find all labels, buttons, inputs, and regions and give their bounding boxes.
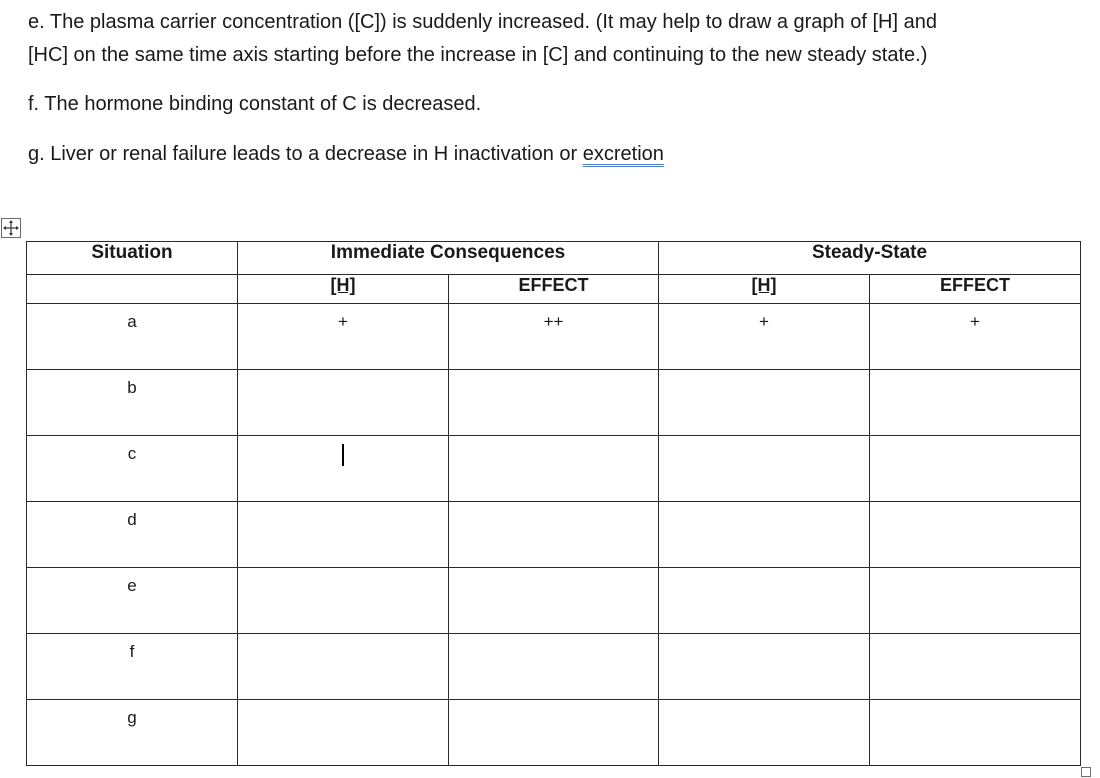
- imm-effect-value: [449, 568, 658, 576]
- header-imm-effect-cell[interactable]: [449, 275, 659, 304]
- table-header-row-2: [27, 275, 1081, 304]
- situation-cell[interactable]: [27, 436, 238, 502]
- table-row: [27, 436, 1081, 502]
- situation-label: g: [127, 708, 137, 727]
- ss-h-value: [659, 568, 869, 576]
- ss-effect-value: +: [970, 312, 980, 331]
- imm-effect-cell[interactable]: [449, 700, 659, 766]
- table-row: [27, 568, 1081, 634]
- situation-label: b: [127, 378, 137, 397]
- imm-effect-cell[interactable]: [449, 436, 659, 502]
- imm-effect-value: [449, 370, 658, 378]
- ss-effect-cell[interactable]: [870, 502, 1081, 568]
- situation-label: f: [129, 642, 135, 661]
- ss-h-cell[interactable]: [659, 370, 870, 436]
- imm-h-value: [238, 502, 448, 510]
- ss-effect-value: [870, 634, 1080, 642]
- table-header-row-1: [27, 242, 1081, 275]
- ss-h-value: [659, 502, 869, 510]
- ss-h-cell[interactable]: [659, 634, 870, 700]
- ss-effect-value: [870, 502, 1080, 510]
- ss-effect-cell[interactable]: [870, 568, 1081, 634]
- imm-effect-value: [449, 502, 658, 510]
- header-ss-h-cell[interactable]: [659, 275, 870, 304]
- table-row: [27, 634, 1081, 700]
- imm-effect-value: [449, 436, 658, 444]
- consequences-table: [26, 241, 1081, 766]
- imm-effect-cell[interactable]: [449, 304, 659, 370]
- spellcheck-flagged-word[interactable]: excretion: [582, 143, 664, 165]
- imm-h-cell[interactable]: [238, 370, 449, 436]
- situation-cell[interactable]: [27, 304, 238, 370]
- header-ss-h: [H]: [751, 275, 777, 295]
- ss-effect-value: [870, 370, 1080, 378]
- ss-h-value: [659, 436, 869, 444]
- imm-h-value: [238, 700, 448, 708]
- header-imm-h: [H]: [330, 275, 356, 295]
- ss-h-cell[interactable]: [659, 700, 870, 766]
- header-ss-effect-cell[interactable]: [870, 275, 1081, 304]
- text-cursor: [342, 444, 344, 466]
- situation-cell[interactable]: [27, 634, 238, 700]
- situation-cell[interactable]: [27, 370, 238, 436]
- header-situation: Situation: [91, 242, 173, 263]
- imm-h-cell[interactable]: [238, 304, 449, 370]
- imm-effect-value: ++: [543, 312, 564, 331]
- table-row: [27, 304, 1081, 370]
- header-imm-effect: EFFECT: [518, 275, 589, 295]
- imm-h-value: [238, 568, 448, 576]
- paragraph-g[interactable]: [28, 138, 664, 171]
- situation-cell[interactable]: [27, 568, 238, 634]
- imm-effect-cell[interactable]: [449, 568, 659, 634]
- ss-h-value: [659, 634, 869, 642]
- imm-h-cell[interactable]: [238, 700, 449, 766]
- ss-h-value: +: [759, 312, 769, 331]
- situation-label: c: [127, 444, 137, 463]
- header-immediate-cell[interactable]: [238, 242, 659, 275]
- ss-effect-cell[interactable]: [870, 700, 1081, 766]
- situation-label: d: [127, 510, 137, 529]
- imm-effect-value: [449, 700, 658, 708]
- ss-effect-cell[interactable]: [870, 304, 1081, 370]
- situation-cell[interactable]: [27, 700, 238, 766]
- situation-label: a: [127, 312, 137, 331]
- table-resize-icon[interactable]: [1081, 767, 1091, 777]
- ss-effect-cell[interactable]: [870, 634, 1081, 700]
- ss-h-cell[interactable]: [659, 502, 870, 568]
- paragraph-f-text: f. The hormone binding constant of C is decreased.: [28, 93, 482, 115]
- imm-h-value: +: [338, 312, 348, 331]
- ss-effect-value: [870, 436, 1080, 444]
- ss-effect-cell[interactable]: [870, 436, 1081, 502]
- header-immediate: Immediate Consequences: [330, 242, 566, 263]
- imm-effect-cell[interactable]: [449, 634, 659, 700]
- ss-effect-value: [870, 700, 1080, 708]
- paragraph-g-text: g. Liver or renal failure leads to a decrease in H inactivation or: [28, 143, 583, 165]
- ss-h-value: [659, 700, 869, 708]
- table-move-icon[interactable]: [1, 218, 21, 238]
- ss-h-cell[interactable]: [659, 304, 870, 370]
- paragraph-e-line2: [HC] on the same time axis starting before the increase in [C] and continuing to the new steady state.): [28, 44, 928, 66]
- paragraph-e-line1: e. The plasma carrier concentration ([C]) is suddenly increased. (It may help to draw a graph of [H] and: [28, 11, 937, 33]
- ss-effect-cell[interactable]: [870, 370, 1081, 436]
- header-blank-cell[interactable]: [27, 275, 238, 304]
- header-steady-cell[interactable]: [659, 242, 1081, 275]
- ss-h-cell[interactable]: [659, 568, 870, 634]
- header-situation-cell[interactable]: [27, 242, 238, 275]
- table-row: [27, 700, 1081, 766]
- situation-cell[interactable]: [27, 502, 238, 568]
- header-steady: Steady-State: [811, 242, 928, 263]
- imm-h-cell[interactable]: [238, 502, 449, 568]
- table-row: [27, 370, 1081, 436]
- imm-h-cell[interactable]: [238, 436, 449, 502]
- imm-h-cell[interactable]: [238, 634, 449, 700]
- imm-effect-cell[interactable]: [449, 370, 659, 436]
- table-row: [27, 502, 1081, 568]
- imm-h-value: [238, 634, 448, 642]
- ss-h-cell[interactable]: [659, 436, 870, 502]
- imm-effect-value: [449, 634, 658, 642]
- imm-h-value: [238, 370, 448, 378]
- imm-h-cell[interactable]: [238, 568, 449, 634]
- header-ss-effect: EFFECT: [940, 275, 1011, 295]
- situation-label: e: [127, 576, 137, 595]
- ss-effect-value: [870, 568, 1080, 576]
- paragraph-e[interactable]: [28, 6, 937, 72]
- paragraph-f[interactable]: [28, 88, 481, 121]
- ss-h-value: [659, 370, 869, 378]
- header-imm-h-cell[interactable]: [238, 275, 449, 304]
- imm-effect-cell[interactable]: [449, 502, 659, 568]
